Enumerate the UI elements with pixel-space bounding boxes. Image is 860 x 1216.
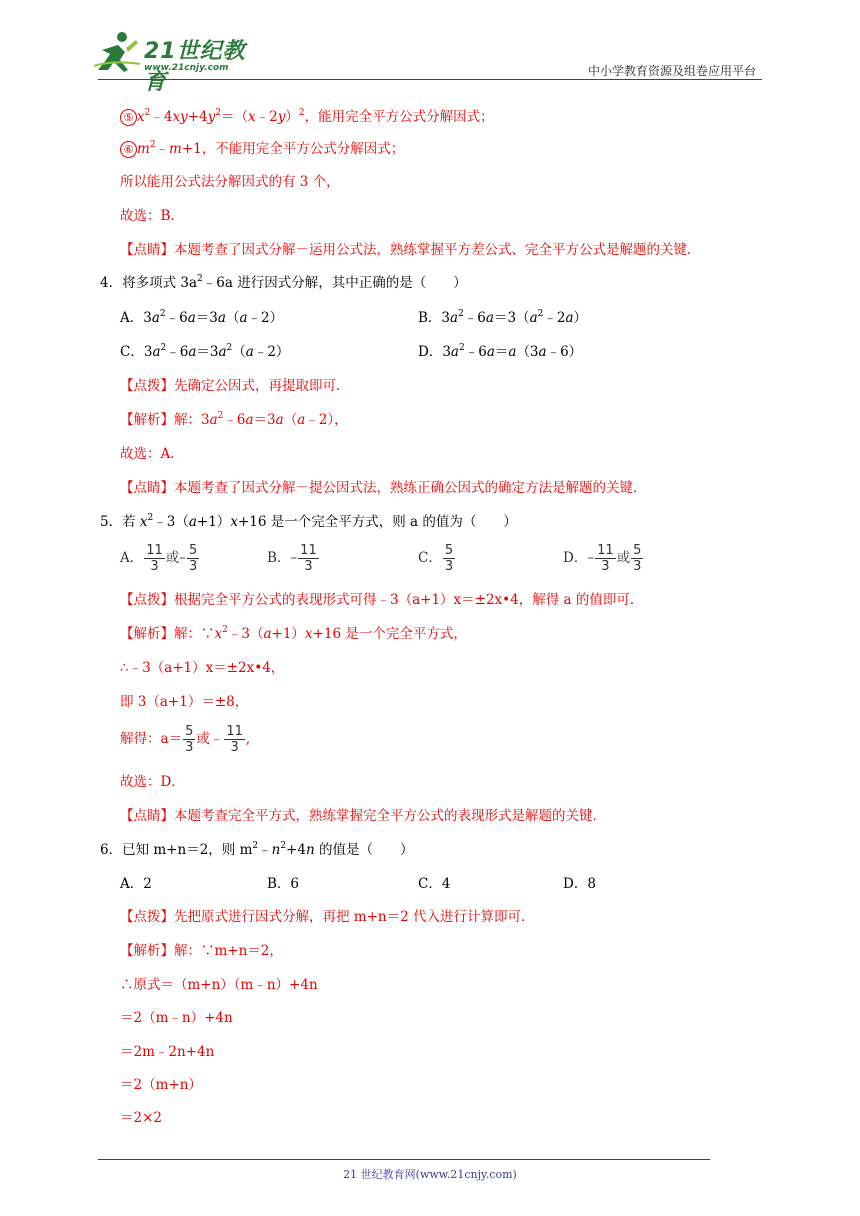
analysis-text: 是一个完全平方式， xyxy=(345,626,467,642)
question-6-stem-a: 已知 m+n＝2，则 m xyxy=(122,842,253,858)
q5-step-2: 即 3（a+1）＝±8， xyxy=(120,694,249,710)
item-6-text: ，不能用完全平方公式分解因式； xyxy=(201,141,405,157)
q6-option-c: C．4 xyxy=(418,876,451,892)
hint-text: 根据完全平方公式的表现形式可得﹣3（a+1）x＝±2x•4，解得 a 的值即可． xyxy=(174,592,644,608)
q5-comment xyxy=(120,806,606,826)
header-divider xyxy=(98,79,762,80)
q5-option-d: D．– $\frac{11}{3}$ 或 $\frac{5}{3}$ xyxy=(563,543,642,574)
question-4-stem-a: 将多项式 3a xyxy=(122,275,198,291)
option-letter: D． xyxy=(418,344,443,360)
analysis-tag: 【解析】 xyxy=(120,943,174,959)
platform-title: 中小学教育资源及组卷应用平台 xyxy=(587,64,756,78)
q4-analysis: 【解析】解：$3a^2﹣6a=3a(a﹣2)$， xyxy=(120,411,348,428)
q5-select: 故选：D． xyxy=(120,774,185,790)
q5-analysis: 【解析】解：$\because x^2﹣3(a+1)x+16$ 是一个完全平方式， xyxy=(120,625,467,642)
question-4-stem-b: ﹣6a 进行因式分解，其中正确的是（ ） xyxy=(202,275,467,291)
q5-step-3: 解得：a＝ $\frac{5}{3}$ 或﹣ $\frac{11}{3}$ , xyxy=(120,724,251,755)
question-6-stem-b: 的值是（ ） xyxy=(318,842,414,858)
step-text: 解得：a＝ xyxy=(120,731,183,747)
hint-tag: 【点拨】 xyxy=(120,909,174,925)
analysis-text: 解：∵m+n＝2， xyxy=(174,943,283,959)
option-letter: D． xyxy=(563,550,588,566)
option-letter: B． xyxy=(418,310,442,326)
q6-option-a: A．2 xyxy=(120,876,152,892)
q4-option-b: B．$3a^2﹣6a=3(a^2﹣2a)$ xyxy=(418,309,588,326)
question-number: 6． xyxy=(100,842,123,858)
logo-text: 21世纪教育 xyxy=(144,39,246,95)
question-number: 4． xyxy=(100,275,123,291)
q6-step-2: ＝2（m﹣n）+4n xyxy=(120,1010,233,1026)
q6-option-b: B．6 xyxy=(267,876,300,892)
q5-hint xyxy=(120,590,643,610)
q5-option-c: C． $\frac{5}{3}$ xyxy=(418,543,454,574)
select-b-line: 故选：B． xyxy=(120,208,184,224)
comment-text: 本题考查完全平方式，熟练掌握完全平方公式的表现形式是解题的关键． xyxy=(174,808,606,824)
item-5-marker: ⑤ xyxy=(120,109,137,126)
item-5-line: ⑤ $x^2﹣4xy+4y^2=(x﹣2y)^2$，能用完全平方公式分解因式； xyxy=(120,107,494,127)
page-footer: 21 世纪教育网(www.21cnjy.com) xyxy=(343,1168,517,1181)
option-letter: C． xyxy=(418,550,442,566)
item-6-line: ⑥ $m^2﹣m+1$，不能用完全平方公式分解因式； xyxy=(120,139,404,159)
hint-tag: 【点拨】 xyxy=(120,592,174,608)
item-5-text: ，能用完全平方公式分解因式； xyxy=(304,109,494,125)
q4-hint xyxy=(120,376,350,396)
comment-tag: 【点睛】 xyxy=(120,242,174,258)
hint-tag: 【点拨】 xyxy=(120,378,174,394)
q6-step-4: ＝2（m+n） xyxy=(120,1077,202,1093)
q6-hint xyxy=(120,907,534,927)
analysis-tag: 【解析】 xyxy=(120,626,174,642)
hint-text: 先把原式进行因式分解，再把 m+n＝2 代入进行计算即可． xyxy=(174,909,535,925)
comment-text: 本题考查了因式分解－运用公式法，熟练掌握平方差公式、完全平方公式是解题的关键． xyxy=(174,242,701,258)
comment-3-line xyxy=(120,240,701,260)
question-number: 5． xyxy=(100,514,123,530)
q4-option-d: D．$3a^2﹣6a=a(3a﹣6)$ xyxy=(418,343,583,360)
q5-option-b: B．– $\frac{11}{3}$ xyxy=(267,543,317,574)
q5-step-1: ∴﹣3（a+1）x＝±2x•4， xyxy=(120,660,285,676)
hint-text: 先确定公因式，再提取即可． xyxy=(174,378,350,394)
analysis-tag: 【解析】 xyxy=(120,412,174,428)
or-text: 或 xyxy=(165,550,180,566)
option-letter: C． xyxy=(120,344,144,360)
page-header xyxy=(0,0,860,95)
count-line: 所以能用公式法分解因式的有 3 个， xyxy=(120,174,340,190)
logo-url: www.21cnjy.com xyxy=(144,63,229,73)
runner-logo-icon xyxy=(92,30,142,76)
question-6-stem: 6．已知 m+n＝2，则 $m^2﹣n^2+4n$ 的值是（ ） xyxy=(100,841,414,858)
or-text: 或 xyxy=(196,731,210,747)
q6-analysis xyxy=(120,941,283,961)
question-5-stem: 5．若 $x^2﹣3(a+1)x+16$ 是一个完全平方式，则 a 的值为（ ） xyxy=(100,513,517,530)
comment-tag: 【点睛】 xyxy=(120,808,174,824)
q4-option-c: C．$3a^2﹣6a=3a^2(a﹣2)$ xyxy=(120,343,290,360)
option-letter: A． xyxy=(120,310,144,326)
q6-step-3: ＝2m﹣2n+4n xyxy=(120,1044,215,1060)
question-4-stem: 4．将多项式 $3a^2﹣6a$ 进行因式分解，其中正确的是（ ） xyxy=(100,274,467,291)
question-5-stem-end: 是一个完全平方式，则 a 的值为（ ） xyxy=(270,514,517,530)
or-text: 或 xyxy=(616,550,631,566)
footer-divider xyxy=(98,1159,710,1160)
item-6-marker: ⑥ xyxy=(120,141,137,158)
q6-option-d: D．8 xyxy=(563,876,596,892)
comment-tag: 【点睛】 xyxy=(120,480,174,496)
option-letter: B． xyxy=(267,550,291,566)
q6-step-5: ＝2×2 xyxy=(120,1110,162,1126)
q6-step-1: ∴原式＝（m+n）（m﹣n）+4n xyxy=(120,977,318,993)
option-letter: A． xyxy=(120,550,144,566)
q5-option-a: A． $\frac{11}{3}$ 或– $\frac{5}{3}$ xyxy=(120,543,198,574)
q4-option-a: A．$3a^2﹣6a=3a(a﹣2)$ xyxy=(120,309,284,326)
comment-text: 本题考查了因式分解－提公因式法，熟练正确公因式的确定方法是解题的关键． xyxy=(174,480,647,496)
q4-comment xyxy=(120,478,647,498)
q4-select: 故选：A． xyxy=(120,446,184,462)
site-logo xyxy=(92,30,262,95)
